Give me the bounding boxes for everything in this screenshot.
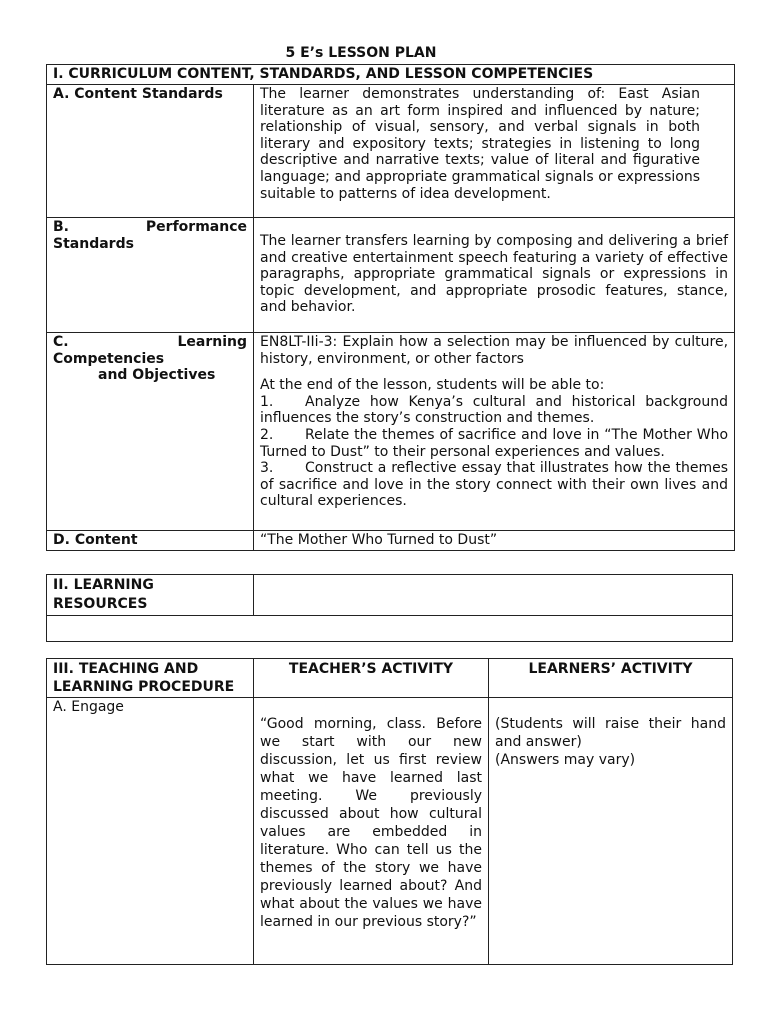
learners-line1: (Students will raise their hand and answer)	[495, 716, 726, 750]
competencies-label-line3: and Objectives	[98, 367, 216, 384]
objective-text: Construct a reflective essay that illustrates how the themes of sacrifice and love in the story connect with their own lives and cultural experiences.	[260, 460, 729, 510]
objective-num: 3.	[260, 460, 274, 477]
performance-label-line2: Standards	[53, 235, 134, 252]
competencies-label-line2: Competencies	[53, 350, 165, 367]
procedure-table	[46, 658, 733, 965]
content-standards-label: A. Content Standards	[47, 85, 254, 218]
objective-item	[260, 427, 728, 460]
learners-activity-header: LEARNERS’ ACTIVITY	[489, 659, 733, 698]
procedure-heading-line2: LEARNING PROCEDURE	[53, 679, 235, 695]
procedure-heading-line1: III. TEACHING AND	[53, 661, 199, 677]
performance-standards-label	[47, 218, 254, 333]
competency-code: EN8LT-IIi-3: Explain how a selection may be influenced by culture, history, environment, or other factors	[260, 334, 729, 367]
objective-num: 2.	[260, 426, 274, 443]
learning-resources-row	[47, 616, 733, 642]
objective-text: Analyze how Kenya’s cultural and historical background influences the story’s construction and themes.	[260, 393, 729, 427]
objective-num: 1.	[260, 393, 274, 410]
content-standards-text: The learner demonstrates understanding of: East Asian literature as an art form inspired and influenced by nature; relationship of visual, sensory, and verbal signals in both literary and expository texts; strategies in listening to long descriptive and narrative texts; value of literal and figurative language; and appropriate grammatical signals or expressions suitable to patterns of idea development.	[254, 85, 735, 218]
page-title: 5 E’s LESSON PLAN	[285, 45, 437, 61]
learning-resources-value	[254, 575, 733, 616]
resources-heading-line1: II. LEARNING	[53, 577, 154, 593]
objective-item	[260, 460, 728, 510]
learning-resources-table	[46, 574, 733, 642]
resources-heading-line2: RESOURCES	[53, 596, 148, 612]
learners-line2: (Answers may vary)	[495, 752, 636, 768]
performance-label-line1: B. Performance	[53, 219, 247, 235]
learning-competencies-label	[47, 333, 254, 531]
content-text: “The Mother Who Turned to Dust”	[254, 531, 735, 551]
competencies-label-line1: C. Learning	[53, 334, 247, 350]
teacher-activity-header: TEACHER’S ACTIVITY	[254, 659, 489, 698]
engage-label: A. Engage	[47, 698, 254, 965]
learning-competencies-text	[254, 333, 735, 531]
curriculum-table	[46, 64, 735, 551]
engage-learners-text	[489, 698, 733, 965]
engage-teacher-text: “Good morning, class. Before we start with our new discussion, let us first review what we have learned last meeting. We previously discussed about how cultural values are embedded in literature. Who can tell us the themes of the story we have previously learned about? And what about the values we have learned in our previous story?”	[254, 698, 489, 965]
section1-heading: I. CURRICULUM CONTENT, STANDARDS, AND LESSON COMPETENCIES	[47, 65, 735, 85]
objectives-intro: At the end of the lesson, students will be able to:	[260, 377, 605, 394]
learning-resources-heading	[47, 575, 254, 616]
objective-text: Relate the themes of sacrifice and love in “The Mother Who Turned to Dust” to their personal experiences and values.	[260, 426, 729, 460]
procedure-heading	[47, 659, 254, 698]
objective-item	[260, 394, 728, 427]
performance-standards-text: The learner transfers learning by composing and delivering a brief and creative entertainment speech featuring a variety of effective paragraphs, appropriate grammatical signals or expressions in topic development, and appropriate prosodic features, stance, and behavior.	[254, 218, 735, 333]
content-label: D. Content	[47, 531, 254, 551]
